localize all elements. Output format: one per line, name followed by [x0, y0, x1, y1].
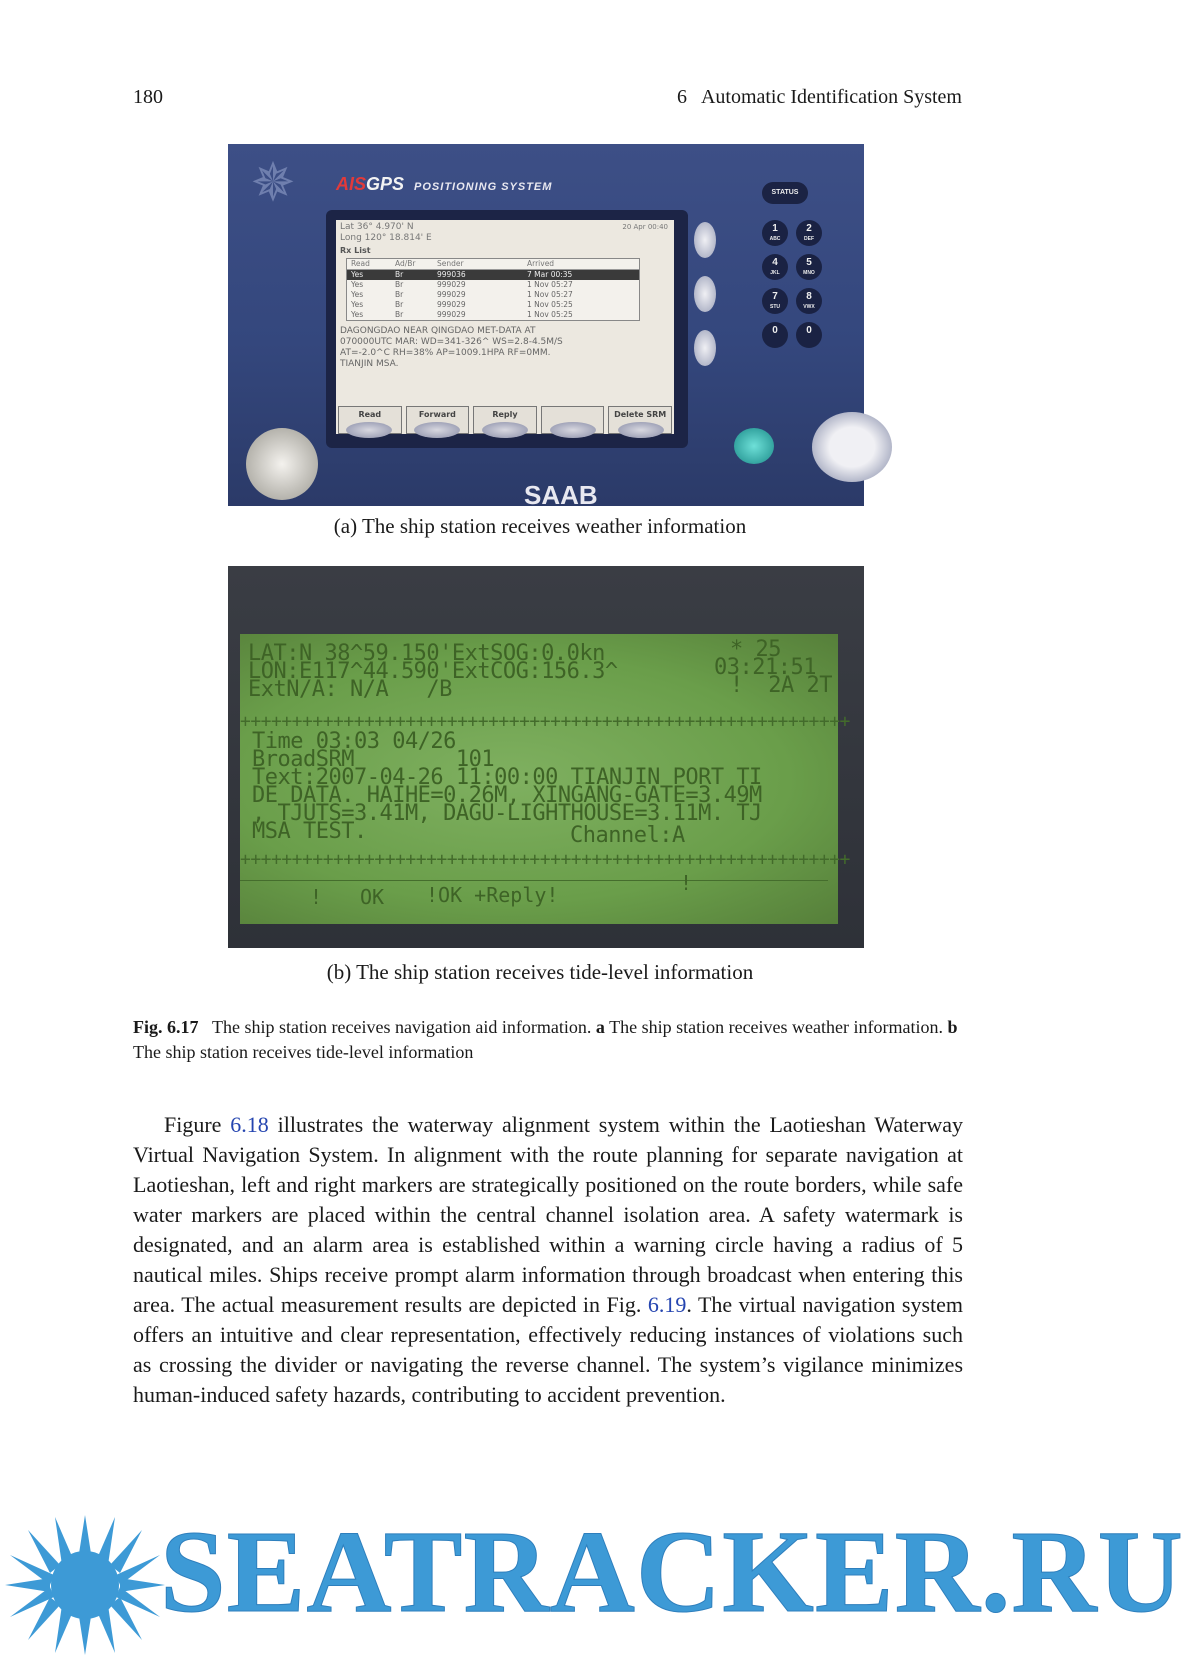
lcd-line: Text:2007-04-26 11:00:00 TIANJIN PORT TI: [252, 765, 762, 790]
photo-ais-gps-unit: [228, 144, 864, 510]
key-5[interactable]: 5 MNO: [796, 254, 822, 280]
chapter-title: Automatic Identification System: [700, 86, 962, 108]
page-number: 180: [133, 86, 163, 108]
subcaption-a: (a) The ship station receives weather information: [333, 514, 747, 538]
subcaption-b: (b) The ship station receives tide-level information: [326, 960, 754, 984]
lat-readout: Lat 36° 4.970' N: [340, 222, 414, 232]
lcd-line: Time 03:03 04/26: [252, 729, 456, 754]
lcd-channel: Channel:A: [570, 823, 685, 848]
hardware-softkey-button[interactable]: [550, 422, 596, 438]
lcd-separator: +++++++++++++++++++++++++++++++++++++++++++++++++++++++++++: [240, 849, 850, 870]
lcd-divider: [240, 880, 828, 881]
hardware-softkey-button[interactable]: [482, 422, 528, 438]
lcd-separator: +++++++++++++++++++++++++++++++++++++++++++++++++++++++++++: [240, 711, 850, 732]
maker-logo: SAAB: [524, 480, 598, 510]
key-8[interactable]: 8 VWX: [796, 288, 822, 314]
lcd-status-star: * 25: [730, 637, 781, 662]
hardware-softkey-button[interactable]: [346, 422, 392, 438]
photo-ais-display: [228, 566, 864, 948]
lcd-line: MSA TEST.: [252, 819, 367, 844]
running-header: [677, 86, 962, 109]
reply-softkey[interactable]: Reply: [473, 406, 537, 434]
figure-ref-link[interactable]: 6.19: [647, 1292, 687, 1317]
figure-ref-link[interactable]: 6.18: [230, 1112, 269, 1137]
hardware-softkey-button[interactable]: [618, 422, 664, 438]
figure-caption: Fig. 6.17 The ship station receives navigation aid information. a The ship station receives weather information. b The ship station receives tide-level information: [133, 1017, 958, 1062]
rx-table-header: Read Ad/Br Sender Arrived: [347, 259, 639, 270]
message-text: DAGONGDAO NEAR QINGDAO MET-DATA AT 070000UTC MAR: WD=341-326^ WS=2.8-4.5M/S AT=-2.0^C RH=38% AP=1009.1HPA RF=0MM. TIANJIN MSA.: [340, 326, 563, 369]
rx-list-title: Rx List: [340, 246, 371, 255]
long-readout: Long 120° 18.814' E: [340, 233, 432, 243]
table-row[interactable]: Yes Br 999036 7 Mar 00:35: [347, 270, 639, 280]
power-knob[interactable]: [246, 428, 318, 500]
hardware-softkey-button[interactable]: [414, 422, 460, 438]
key-1[interactable]: 1 ABC: [762, 220, 788, 246]
navigation-ring[interactable]: [812, 412, 892, 482]
key-7[interactable]: 7 STU: [762, 288, 788, 314]
table-row[interactable]: Yes Br 999029 1 Nov 05:27: [351, 280, 573, 289]
device-brand: AISGPS POSITIONING SYSTEM: [336, 174, 553, 194]
lcd-status-right: ! 2A 2T: [730, 673, 832, 698]
status-button[interactable]: STATUS: [762, 182, 808, 204]
table-row[interactable]: Yes Br 999029 1 Nov 05:25: [351, 310, 573, 319]
key-0[interactable]: 0: [762, 322, 788, 348]
lcd-line: DE DATA. HAIHE=0.26M, XINGANG-GATE=3.49M: [252, 783, 762, 808]
key-4[interactable]: 4 JKL: [762, 254, 788, 280]
read-softkey[interactable]: Read: [338, 406, 402, 434]
lcd-line: LAT:N 38^59.150'ExtSOG:0.0kn: [248, 641, 605, 666]
side-button[interactable]: [694, 222, 716, 258]
sunburst-icon: [0, 1505, 170, 1665]
key-0[interactable]: 0: [796, 322, 822, 348]
green-lcd-screen: [240, 634, 850, 924]
lcd-softkey-ok-reply[interactable]: !OK +Reply!: [426, 883, 559, 907]
lcd-softkey[interactable]: !: [310, 885, 323, 909]
lcd-line: ExtN/A: N/A /B: [248, 677, 452, 702]
rx-list-screen: [336, 220, 674, 434]
table-row[interactable]: Yes Br 999029 1 Nov 05:25: [351, 300, 573, 309]
chapter-number: 6: [676, 86, 687, 108]
figure-label: Fig. 6.17: [133, 1017, 199, 1037]
key-2[interactable]: 2 DEF: [796, 220, 822, 246]
body-paragraph: Figure 6.18 illustrates the waterway alignment system within the Laotieshan Waterway Virtual Navigation System. In alignment with the route planning for separate navigation at Laotieshan, left and right markers are strategically positioned on the route borders, while safe water markers are placed within the central channel isolation area. A safety watermark is designated, and an alarm area is established within a warning circle having a radius of 5 nautical miles. Ships receive prompt alarm information through broadcast when entering this area. The actual measurement results are depicted in Fig. 6.19. The virtual navigation system offers an intuitive and clear representation, effectively reducing instances of violations such as crossing the divider or navigating the reverse channel. The system’s vigilance minimizes human-induced safety hazards, contributing to accident prevention.: [133, 1112, 964, 1407]
lcd-line: BroadSRM 101: [252, 747, 495, 772]
enter-button[interactable]: [734, 428, 774, 464]
compass-rose-icon: ✵: [250, 151, 296, 214]
side-button[interactable]: [694, 330, 716, 366]
table-row[interactable]: Yes Br 999029 1 Nov 05:27: [351, 290, 573, 299]
side-button[interactable]: [694, 276, 716, 312]
rx-table: [346, 258, 640, 321]
lcd-softkey-ok[interactable]: OK: [360, 885, 385, 909]
date-readout: 20 Apr 00:40: [622, 223, 668, 231]
lcd-softkey[interactable]: !: [680, 871, 693, 895]
forward-softkey[interactable]: Forward: [406, 406, 470, 434]
lcd-line: LON:E117^44.590'ExtCOG:156.3^: [248, 659, 618, 684]
lcd-clock: 03:21:51: [714, 655, 816, 680]
lcd-line: , TJUTS=3.41M, DAGU-LIGHTHOUSE=3.11M. TJ: [252, 801, 762, 826]
delete-srm-softkey[interactable]: Delete SRM: [608, 406, 672, 434]
watermark-text: SEATRACKER.RU: [160, 1506, 1184, 1637]
